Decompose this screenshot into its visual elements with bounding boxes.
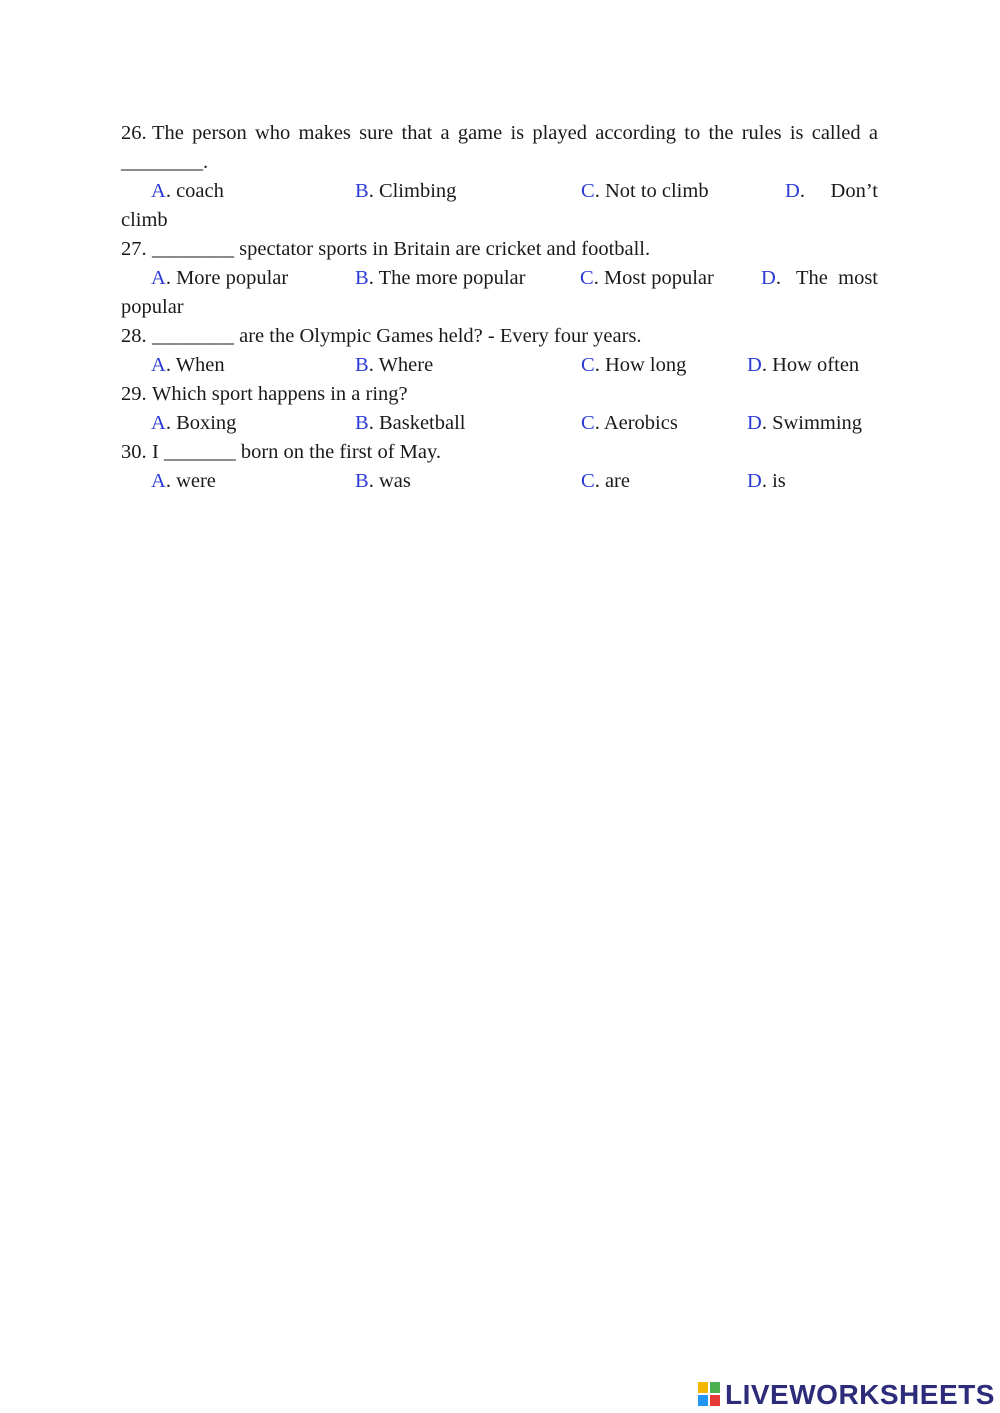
option-a[interactable]: A. Boxing	[151, 412, 237, 434]
option-text: The most	[796, 267, 878, 289]
question-number: 26.	[121, 122, 147, 144]
option-letter: D	[747, 470, 762, 492]
option-letter: A	[151, 470, 166, 492]
option-c[interactable]: C. How long	[581, 354, 687, 376]
option-a[interactable]: A. were	[151, 470, 216, 492]
option-d[interactable]: D. The most	[761, 264, 878, 293]
option-d-wrap: popular	[121, 296, 184, 318]
option-text: Not to climb	[604, 180, 709, 202]
question-30	[121, 438, 441, 467]
option-c[interactable]: C. Most popular	[580, 267, 714, 289]
option-text: were	[176, 470, 216, 492]
liveworksheets-logo-icon	[698, 1382, 722, 1408]
question-28	[121, 322, 642, 351]
option-d[interactable]: D. How often	[747, 354, 860, 376]
option-letter: A	[151, 354, 166, 376]
option-d[interactable]: D. Swimming	[747, 412, 863, 434]
option-text: is	[772, 470, 786, 492]
option-text: How often	[772, 354, 860, 376]
option-a[interactable]: A. When	[151, 354, 225, 376]
option-text: The more popular	[378, 267, 526, 289]
option-text: Climbing	[378, 180, 457, 202]
option-text: How long	[604, 354, 687, 376]
option-letter: B	[355, 354, 369, 376]
option-a[interactable]: A. coach	[151, 180, 224, 202]
question-number: 27.	[121, 238, 147, 260]
question-text: The person who makes sure that a game is played according to the rules is called a	[152, 122, 878, 144]
answer-blank[interactable]: _______	[163, 441, 236, 463]
option-letter: C	[581, 470, 595, 492]
question-number: 30.	[121, 441, 147, 463]
question-number: 28.	[121, 325, 147, 347]
option-letter: C	[580, 267, 594, 289]
option-c[interactable]: C. Not to climb	[581, 180, 709, 202]
option-letter: A	[151, 267, 166, 289]
option-d-wrap: climb	[121, 209, 168, 231]
option-d[interactable]: D. is	[747, 470, 786, 492]
option-text: are	[604, 470, 630, 492]
option-text: More popular	[176, 267, 289, 289]
option-letter: C	[581, 180, 595, 202]
question-prefix: I	[152, 441, 164, 463]
option-letter: B	[355, 267, 369, 289]
question-27	[121, 235, 650, 264]
option-text: When	[175, 354, 225, 376]
option-text: Don’t	[830, 180, 878, 202]
liveworksheets-logo	[698, 1379, 995, 1411]
option-text: coach	[176, 180, 224, 202]
option-b[interactable]: B. The more popular	[355, 267, 526, 289]
option-letter: C	[581, 354, 595, 376]
answer-blank[interactable]: ________	[152, 238, 234, 260]
option-letter: D	[747, 412, 762, 434]
option-letter: A	[151, 180, 166, 202]
question-26	[121, 119, 878, 148]
option-letter: B	[355, 412, 369, 434]
brand-name: LIVEWORKSHEETS	[725, 1379, 995, 1410]
option-text: Aerobics	[603, 412, 678, 434]
option-a[interactable]: A. More popular	[151, 267, 289, 289]
option-letter: D	[785, 180, 800, 202]
option-letter: B	[355, 470, 369, 492]
option-letter: D	[747, 354, 762, 376]
option-b[interactable]: B. was	[355, 470, 411, 492]
option-d[interactable]: D. Don’t	[785, 177, 878, 206]
option-b[interactable]: B. Where	[355, 354, 434, 376]
option-c[interactable]: C. are	[581, 470, 630, 492]
option-c[interactable]: C. Aerobics	[581, 412, 678, 434]
option-letter: B	[355, 180, 369, 202]
answer-blank[interactable]: ________	[152, 325, 234, 347]
question-number: 29.	[121, 383, 147, 405]
option-text: was	[378, 470, 411, 492]
option-text: Boxing	[176, 412, 237, 434]
option-text: Basketball	[378, 412, 466, 434]
option-text: Most popular	[603, 267, 714, 289]
question-text: born on the first of May.	[235, 441, 442, 463]
option-letter: C	[581, 412, 595, 434]
option-letter: A	[151, 412, 166, 434]
option-letter: D	[761, 267, 776, 289]
option-text: Where	[378, 354, 434, 376]
question-29	[121, 380, 408, 409]
question-text: Which sport happens in a ring?	[152, 383, 408, 405]
question-text: spectator sports in Britain are cricket and football.	[234, 238, 651, 260]
question-text: are the Olympic Games held? - Every four years.	[234, 325, 642, 347]
option-b[interactable]: B. Climbing	[355, 180, 457, 202]
option-text: Swimming	[772, 412, 863, 434]
option-b[interactable]: B. Basketball	[355, 412, 466, 434]
question-26-blank: ________.	[121, 151, 209, 173]
